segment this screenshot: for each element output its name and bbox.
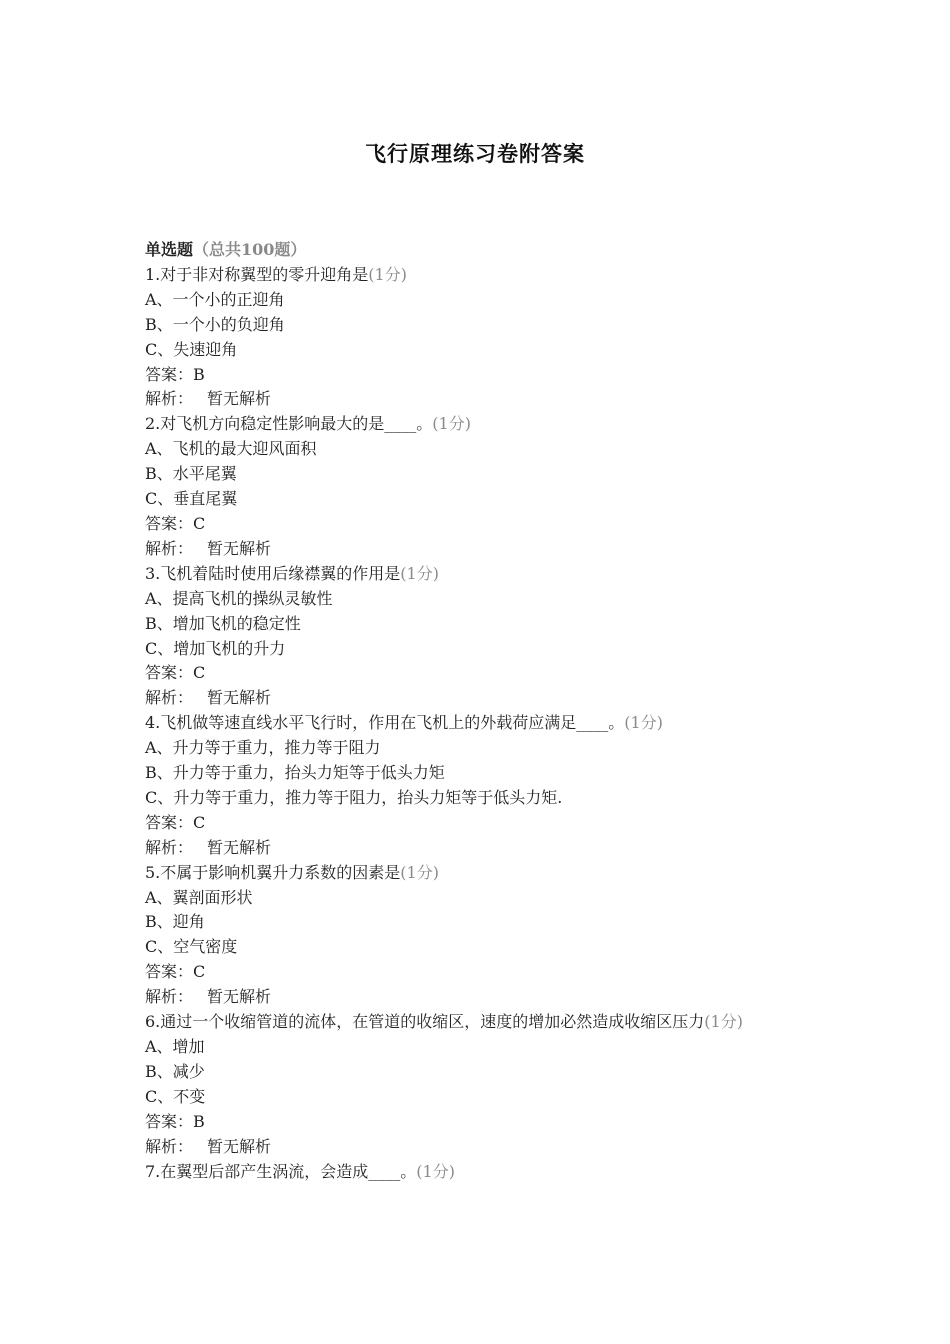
question-stem — [145, 263, 805, 288]
analysis-label: 解析： — [145, 688, 194, 708]
answer-line — [145, 1110, 805, 1135]
question-text: 6.通过一个收缩管道的流体，在管道的收缩区，速度的增加必然造成收缩区压力 — [145, 1012, 705, 1032]
answer-value: C — [193, 513, 206, 533]
question-score: (1分) — [432, 414, 471, 434]
answer-value: C — [193, 962, 206, 982]
question-stem — [145, 412, 805, 437]
option-c: C、不变 — [145, 1086, 206, 1106]
analysis-value: 暂无解析 — [207, 688, 272, 708]
analysis-label: 解析： — [145, 837, 194, 857]
option-a: A、飞机的最大迎风面积 — [145, 439, 317, 459]
answer-line — [145, 512, 805, 537]
analysis-line — [145, 985, 805, 1010]
answer-label: 答案： — [145, 364, 194, 384]
answer-value: C — [193, 663, 206, 683]
option-b: B、水平尾翼 — [145, 464, 237, 484]
question-text: 7.在翼型后部产生涡流，会造成____。 — [145, 1161, 417, 1181]
question-list — [145, 238, 805, 1184]
option-c: C、升力等于重力，推力等于阻力，抬头力矩等于低头力矩. — [145, 787, 563, 807]
question-stem — [145, 1010, 805, 1035]
question-text: 2.对飞机方向稳定性影响最大的是____。 — [145, 414, 433, 434]
analysis-label: 解析： — [145, 1136, 194, 1156]
question-text: 3.飞机着陆时使用后缘襟翼的作用是 — [145, 563, 401, 583]
analysis-label: 解析： — [145, 987, 194, 1007]
option-c: C、垂直尾翼 — [145, 489, 238, 509]
answer-label: 答案： — [145, 513, 194, 533]
answer-value: C — [193, 812, 206, 832]
analysis-line — [145, 387, 805, 412]
option-c: C、失速迎角 — [145, 339, 238, 359]
analysis-value: 暂无解析 — [207, 837, 272, 857]
option-c: C、增加飞机的升力 — [145, 638, 286, 658]
answer-line — [145, 363, 805, 388]
question-text: 4.飞机做等速直线水平飞行时，作用在飞机上的外载荷应满足____。 — [145, 713, 625, 733]
answer-label: 答案： — [145, 962, 194, 982]
option-b: B、迎角 — [145, 912, 205, 932]
document-title: 飞行原理练习卷附答案 — [365, 141, 585, 166]
option-b: B、减少 — [145, 1061, 205, 1081]
option-b: B、升力等于重力，抬头力矩等于低头力矩 — [145, 763, 445, 783]
option-a: A、提高飞机的操纵灵敏性 — [145, 588, 333, 608]
answer-label: 答案： — [145, 663, 194, 683]
analysis-line — [145, 836, 805, 861]
question-score: (1分) — [416, 1161, 455, 1181]
analysis-label: 解析： — [145, 389, 194, 409]
analysis-value: 暂无解析 — [207, 389, 272, 409]
question-score: (1分) — [400, 862, 439, 882]
section-count-note: （总共100题） — [193, 240, 307, 259]
question-score: (1分) — [368, 264, 407, 284]
analysis-line — [145, 686, 805, 711]
question-stem — [145, 711, 805, 736]
option-a: A、增加 — [145, 1037, 205, 1056]
option-b: B、增加飞机的稳定性 — [145, 613, 301, 633]
answer-line — [145, 960, 805, 985]
section-heading — [145, 238, 805, 263]
option-a: A、一个小的正迎角 — [145, 289, 285, 309]
answer-line — [145, 811, 805, 836]
answer-line — [145, 661, 805, 686]
option-a: A、升力等于重力，推力等于阻力 — [145, 738, 381, 758]
section-title: 单选题 — [145, 240, 194, 259]
question-stem — [145, 861, 805, 886]
question-score: (1分) — [400, 563, 439, 583]
analysis-label: 解析： — [145, 538, 194, 558]
answer-value: B — [193, 364, 205, 384]
answer-label: 答案： — [145, 1111, 194, 1131]
question-text: 5.不属于影响机翼升力系数的因素是 — [145, 862, 401, 882]
option-a: A、翼剖面形状 — [145, 887, 253, 907]
question-text: 1.对于非对称翼型的零升迎角是 — [145, 264, 369, 284]
question-stem — [145, 562, 805, 587]
analysis-value: 暂无解析 — [207, 538, 272, 558]
question-score: (1分) — [624, 713, 663, 733]
analysis-line — [145, 537, 805, 562]
option-b: B、一个小的负迎角 — [145, 314, 285, 334]
question-score: (1分) — [704, 1012, 743, 1032]
question-stem — [145, 1160, 805, 1185]
option-c: C、空气密度 — [145, 937, 238, 957]
analysis-value: 暂无解析 — [207, 987, 272, 1007]
answer-label: 答案： — [145, 812, 194, 832]
analysis-line — [145, 1135, 805, 1160]
analysis-value: 暂无解析 — [207, 1136, 272, 1156]
answer-value: B — [193, 1111, 205, 1131]
